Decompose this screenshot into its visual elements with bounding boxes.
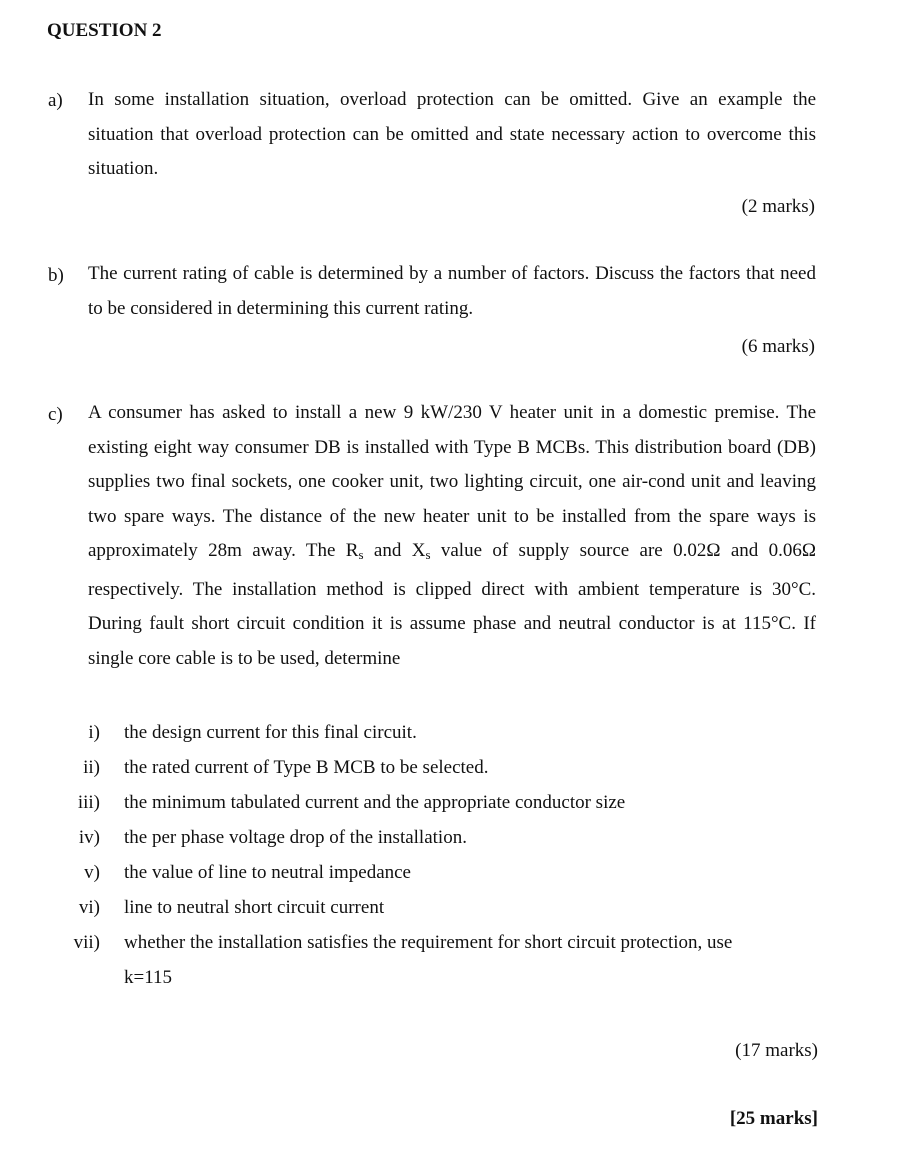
item-number: v): [84, 862, 100, 883]
list-item: [60, 792, 840, 827]
part-c-marks: (17 marks): [735, 1040, 818, 1061]
item-text: the value of line to neutral impedance: [124, 862, 411, 883]
item-text: the rated current of Type B MCB to be selected.: [124, 757, 489, 778]
rs-symbol: R: [345, 540, 359, 561]
part-b-label: b): [48, 265, 64, 286]
part-c-text-2: value of supply source are 0.02Ω and 0.06Ω respectively. The installation method is clipped direct with ambient temperature is 30°C. During fault short circuit condition it is assume phase and neutral conductor is at 115°C. If single core cable is to be used, determine: [88, 540, 817, 669]
xs-subscript: s: [425, 547, 431, 562]
and-word: and: [363, 540, 412, 561]
part-b-marks: (6 marks): [741, 336, 815, 357]
list-item: [60, 932, 840, 967]
question-title: QUESTION 2: [47, 20, 162, 41]
part-a-label: a): [48, 90, 63, 111]
xs-symbol: X: [411, 540, 426, 561]
item-number: iv): [78, 827, 100, 848]
part-c-text: [88, 396, 816, 676]
total-marks: [25 marks]: [729, 1108, 818, 1129]
item-number: i): [88, 722, 100, 743]
k-value: k=115: [124, 967, 173, 988]
item-text: the design current for this final circuit.: [124, 722, 417, 743]
item-text: line to neutral short circuit current: [124, 897, 385, 918]
item-number: vi): [78, 897, 100, 918]
part-c-label: c): [48, 404, 63, 425]
part-a-marks: (2 marks): [741, 196, 815, 217]
rs-subscript: s: [358, 547, 364, 562]
part-c-text-1: A consumer has asked to install a new 9 kW/230 V heater unit in a domestic premise. The existing eight way consumer DB is installed with Type B MCBs. This distribution board (DB) supplies two final sockets, one cooker unit, two lighting circuit, one air-cond unit and leaving two spare ways. The distance of the new heater unit to be installed from the spare ways is approximately 28m away. The: [88, 402, 816, 561]
list-item: [60, 757, 840, 792]
list-item: [60, 862, 840, 897]
part-a-text: In some installation situation, overload protection can be omitted. Give an example the situation that overload protection can be omitted and state necessary action to overcome this situation.: [88, 89, 816, 179]
item-text: the minimum tabulated current and the appropriate conductor size: [124, 792, 626, 813]
item-number: iii): [77, 792, 100, 813]
list-item: [60, 827, 840, 862]
part-b-text: The current rating of cable is determined by a number of factors. Discuss the factors that need to be considered in determining this current rating.: [88, 263, 816, 319]
list-item: [60, 897, 840, 932]
k-value-line: [60, 967, 840, 1002]
item-text: the per phase voltage drop of the installation.: [124, 827, 467, 848]
list-item: [60, 722, 840, 757]
item-number: vii): [73, 932, 100, 953]
item-text: whether the installation satisfies the requirement for short circuit protection, use: [124, 932, 733, 953]
item-number: ii): [83, 757, 100, 778]
